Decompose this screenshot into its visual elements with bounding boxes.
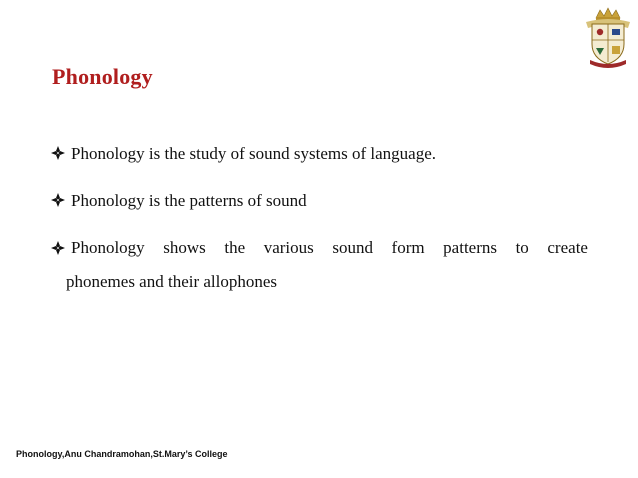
bullet-text: Phonology is the patterns of sound bbox=[71, 191, 307, 210]
bullet-word: the bbox=[224, 238, 246, 257]
slide-title: Phonology bbox=[52, 64, 153, 89]
footer-text: Phonology,Anu Chandramohan,St.Mary’s College bbox=[16, 449, 228, 459]
bullet-word: to bbox=[515, 238, 529, 257]
bullet-continuation: phonemes and their allophones bbox=[66, 272, 278, 291]
bullet-word: Phonology bbox=[71, 238, 145, 257]
bullet-item bbox=[50, 234, 588, 296]
bullet-text: Phonology is the study of sound systems of language. bbox=[71, 144, 437, 163]
diamond-bullet-icon bbox=[50, 145, 66, 161]
diamond-bullet-icon bbox=[50, 240, 66, 256]
bullet-line bbox=[50, 234, 588, 262]
bullet-list bbox=[50, 140, 588, 296]
bullet-word: various bbox=[263, 238, 314, 257]
bullet-word: create bbox=[547, 238, 588, 257]
bullet-word: sound bbox=[332, 238, 373, 257]
bullet-word: patterns bbox=[443, 238, 497, 257]
bullet-item bbox=[50, 187, 588, 215]
college-crest-icon bbox=[582, 6, 634, 68]
bullet-item bbox=[50, 140, 588, 168]
bullet-word: form bbox=[391, 238, 425, 257]
bullet-word: shows bbox=[163, 238, 206, 257]
diamond-bullet-icon bbox=[50, 192, 66, 208]
